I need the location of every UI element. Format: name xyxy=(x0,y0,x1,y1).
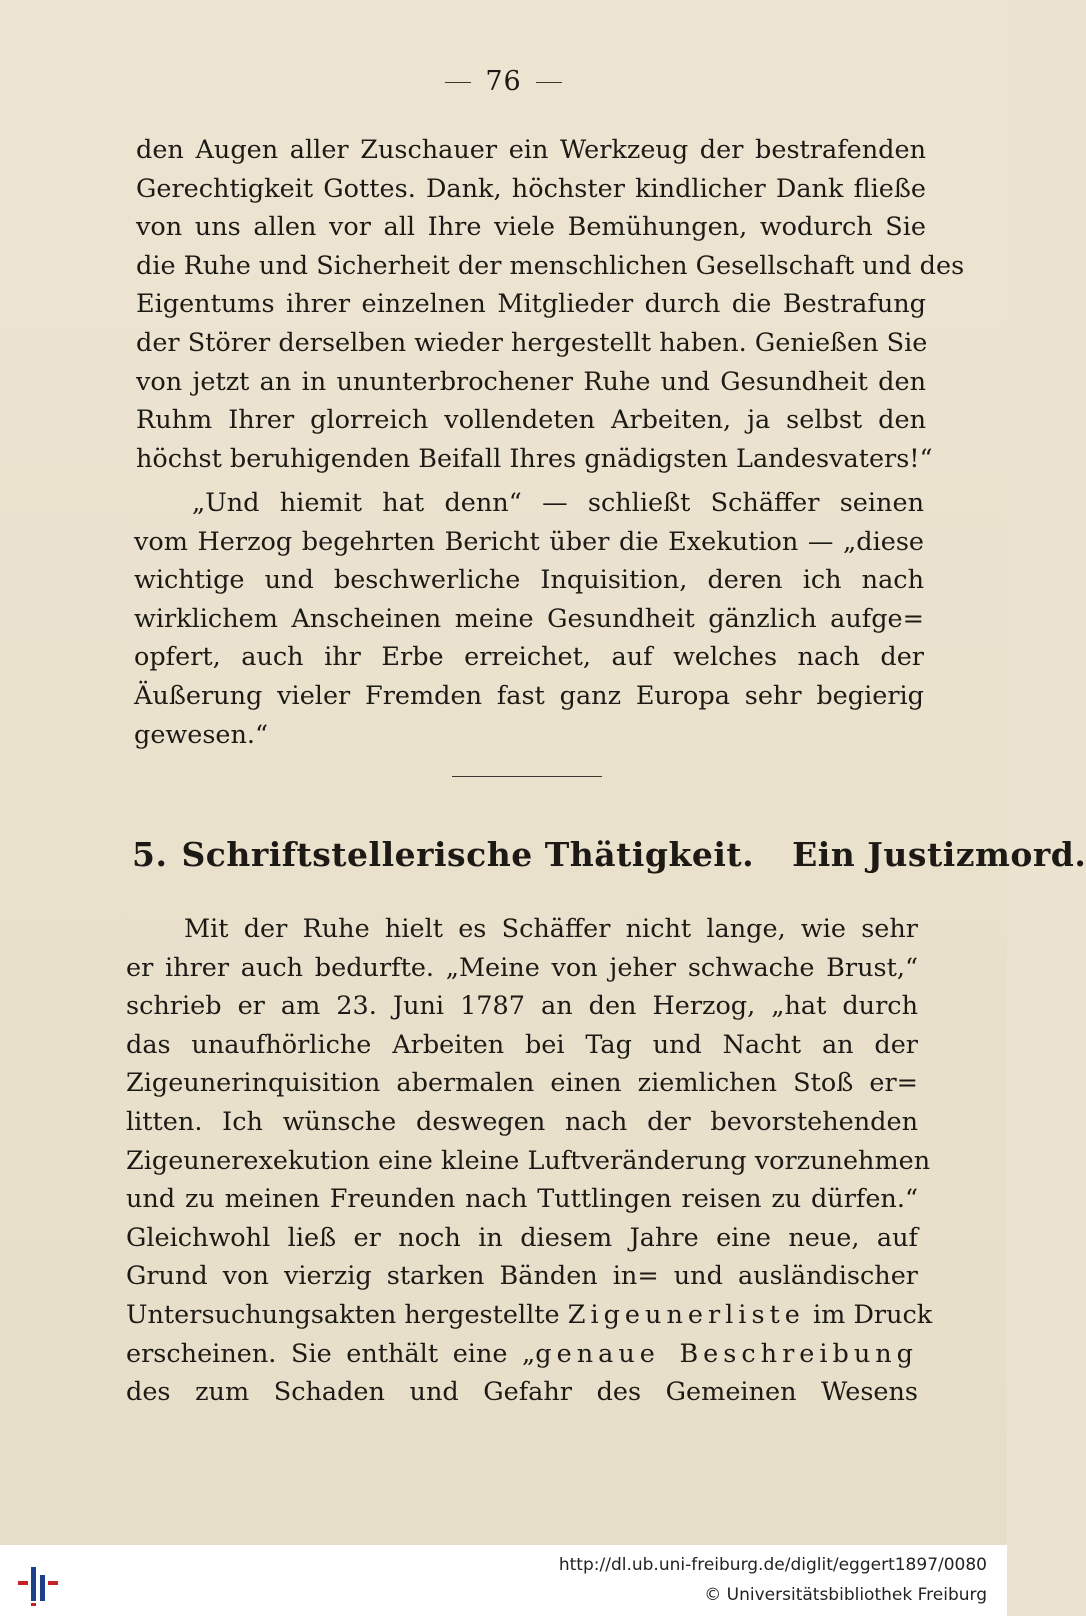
page-number xyxy=(0,66,1007,97)
text-run: im Druck xyxy=(804,1299,933,1330)
text-line: vom Herzog begehrten Bericht über die Exekution — „diese xyxy=(134,526,924,557)
page-number-dash-left xyxy=(445,82,471,83)
text-line: das unaufhörliche Arbeiten bei Tag und Nacht an der xyxy=(126,1029,918,1060)
text-line: opfert, auch ihr Erbe erreichet, auf welches nach der xyxy=(134,642,924,673)
text-line: schrieb er am 23. Juni 1787 an den Herzog, „hat durch xyxy=(126,991,918,1022)
text-run: Untersuchungsakten hergestellte xyxy=(126,1299,568,1330)
section-heading xyxy=(132,833,1086,877)
text-line: er ihrer auch bedurfte. „Meine von jeher schwache Brust,“ xyxy=(126,952,918,983)
footer-bar xyxy=(0,1545,1007,1616)
citation-link[interactable]: http://dl.ub.uni-freiburg.de/diglit/eggert1897/0080 xyxy=(558,1555,987,1575)
page-number-value: 76 xyxy=(485,66,522,97)
text-line: wirklichem Anscheinen meine Gesundheit gänzlich aufge= xyxy=(134,603,924,634)
text-line: Grund von vierzig starken Bänden in= und ausländischer xyxy=(126,1261,918,1292)
paragraph-2 xyxy=(134,484,924,754)
text-line: Zigeunerexekution eine kleine Luftveränderung vorzunehmen xyxy=(126,1145,931,1176)
text-line: die Ruhe und Sicherheit der menschlichen Gesellschaft und des xyxy=(136,250,965,281)
text-run: erscheinen. Sie enthält eine „ xyxy=(126,1338,536,1369)
text-line: „Und hiemit hat denn“ — schließt Schäffer seinen xyxy=(192,488,924,518)
section-title: Schriftstellerische Thätigkeit. xyxy=(181,835,755,874)
emphasized-text: genaue Beschreibung xyxy=(535,1338,918,1369)
text-line: wichtige und beschwerliche Inquisition, deren ich nach xyxy=(134,565,924,596)
text-line: höchst beruhigenden Beifall Ihres gnädigsten Landesvaters!“ xyxy=(136,443,933,474)
text-line: gewesen.“ xyxy=(134,719,269,750)
paragraph-3 xyxy=(126,910,933,1412)
copyright-notice: © Universitätsbibliothek Freiburg xyxy=(704,1585,987,1605)
ub-freiburg-logo-icon xyxy=(14,1557,64,1607)
page-number-dash-right xyxy=(536,82,562,83)
emphasized-text: Zigeunerliste xyxy=(567,1299,805,1330)
text-line: Zigeunerinquisition abermalen einen ziemlichen Stoß er= xyxy=(126,1068,918,1099)
paragraph-1 xyxy=(136,131,965,478)
text-line: Gleichwohl ließ er noch in diesem Jahre eine neue, auf xyxy=(126,1222,918,1253)
section-subtitle: Ein Justizmord. xyxy=(792,835,1086,874)
text-line: den Augen aller Zuschauer ein Werkzeug der bestrafenden xyxy=(136,135,926,165)
text-line: litten. Ich wünsche deswegen nach der bevorstehenden xyxy=(126,1106,918,1137)
text-line xyxy=(126,1335,918,1374)
text-line: Eigentums ihrer einzelnen Mitglieder durch die Bestrafung xyxy=(136,289,926,320)
text-line: des zum Schaden und Gefahr des Gemeinen Wesens xyxy=(126,1377,918,1408)
text-line: Ruhm Ihrer glorreich vollendeten Arbeiten, ja selbst den xyxy=(136,405,926,436)
text-line: Äußerung vieler Fremden fast ganz Europa sehr begierig xyxy=(134,680,924,711)
text-line: und zu meinen Freunden nach Tuttlingen reisen zu dürfen.“ xyxy=(126,1184,918,1215)
text-line: Gerechtigkeit Gottes. Dank, höchster kindlicher Dank fließe xyxy=(136,173,926,204)
text-line: von uns allen vor all Ihre viele Bemühungen, wodurch Sie xyxy=(136,212,926,243)
section-divider xyxy=(452,776,602,777)
text-line: von jetzt an in ununterbrochener Ruhe und Gesundheit den xyxy=(136,366,926,397)
text-line: der Störer derselben wieder hergestellt haben. Genießen Sie xyxy=(136,327,928,358)
text-line: Mit der Ruhe hielt es Schäffer nicht lange, wie sehr xyxy=(184,914,918,944)
text-line xyxy=(126,1296,933,1335)
section-number: 5. xyxy=(132,835,168,874)
